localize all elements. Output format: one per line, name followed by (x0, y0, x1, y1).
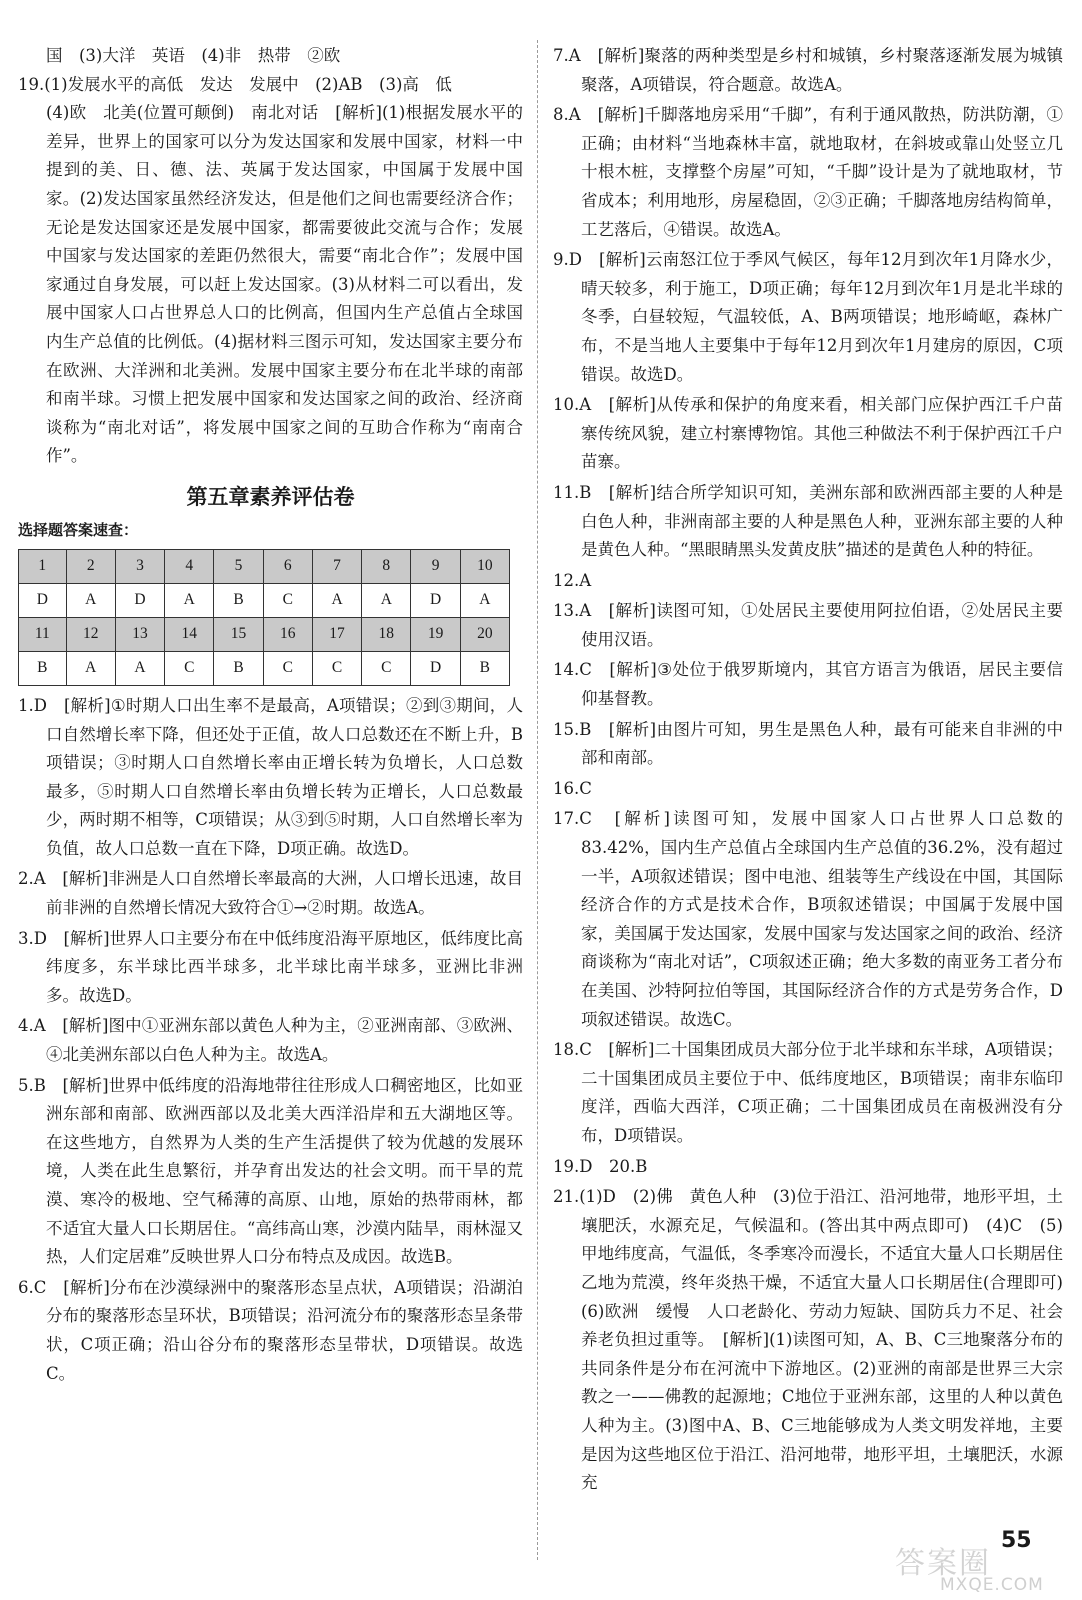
answer-cell: 20 (460, 617, 509, 651)
right-column (553, 42, 1080, 1500)
answer-item (553, 775, 1063, 804)
answer-cell: B (214, 583, 263, 617)
answer-text: C [解析]③处位于俄罗斯境内，其官方语言为俄语，居民主要信仰基督教。 (579, 660, 1063, 709)
question-number: 10. (553, 395, 580, 415)
question-number: 1. (18, 695, 34, 715)
answer-text: A [解析]聚落的两种类型是乡村和城镇，乡村聚落逐渐发展为城镇聚落，A项错误，符合题意。故选A。 (568, 46, 1063, 94)
question-number: 12. (553, 570, 580, 590)
answer-text: B [解析]世界中低纬度的沿海地带往往形成人口稠密地区，比如亚洲东部和南部、欧洲西部以及北美大西洋沿岸和五大湖地区等。在这些地方，自然界为人类的生产生活提供了较为优越的发展环境，人类在此生息繁衍，并孕育出发达的社会文明。而干旱的荒漠、寒冷的极地、空气稀薄的高原、山地，原始的热带雨林，都不适宜大量人口长期居住。“高纬高山寒，沙漠内陆旱，雨林湿又热，人们定居难”反映世界人口分布特点及成因。故选B。 (33, 1075, 523, 1267)
answer-cell: 13 (115, 617, 164, 651)
answer-table-answer-row (19, 583, 510, 617)
answer-cell: 12 (66, 617, 115, 651)
answer-item (18, 1274, 523, 1388)
question-number: 6. (18, 1277, 34, 1297)
answer-item (553, 391, 1063, 477)
answer-cell: 15 (214, 617, 263, 651)
answer-text: D [解析]世界人口主要分布在中低纬度沿海平原地区，低纬度比高纬度多，东半球比西半球多，北半球比南半球多，亚洲比非洲多。故选D。 (33, 928, 523, 1005)
answer-cell: 9 (411, 549, 460, 583)
question-number: 21. (553, 1187, 580, 1207)
answer-item (553, 246, 1063, 389)
answer-cell: D (411, 583, 460, 617)
question-number: 17. (553, 809, 580, 829)
watermark-logo: 答案圈 (895, 1546, 991, 1581)
answer-cell: A (66, 583, 115, 617)
question-19-line1: (1)发展水平的高低 发达 发展中 (2)AB (3)高 低 (44, 74, 452, 94)
answer-item (553, 479, 1063, 565)
top-line: 国 (3)大洋 英语 (4)非 热带 ②欧 (46, 46, 341, 65)
answer-cell: A (115, 651, 164, 685)
answer-item (553, 1183, 1080, 1498)
answer-text: C [解析]读图可知，发展中国家人口占世界人口总数的83.42%，国内生产总值占全球国内生产总值的36.2%，没有超过一半，A项叙述错误；图中电池、组装等生产线设在中国，其国际经济合作的方式是技术合作，B项叙述错误；中国属于发展中国家，美国属于发达国家，发展中国家与发达国家之间的政治、经济商谈称为“南北对话”，C项叙述正确；绝大多数的南亚务工者分布在美国、沙特阿拉伯等国，其国际经济合作的方式是劳务合作，D项叙述错误。故选C。 (579, 809, 1063, 1029)
answer-item (553, 101, 1063, 244)
answer-cell: D (115, 583, 164, 617)
answer-item (553, 42, 1063, 99)
answer-text: A [解析]千脚落地房采用“千脚”，有利于通风散热，防洪防潮，①正确；由材料“当地森林丰富，就地取材，在斜坡或靠山处竖立几十根木桩，支撑整个房屋”可知，“千脚”设计是为了就地取材，节省成本；利用地形，房屋稳固，②③正确；千脚落地房结构简单，工艺落后，④错误。故选A。 (568, 105, 1063, 239)
answer-cell: C (362, 651, 411, 685)
answer-table (18, 549, 510, 686)
question-number: 15. (553, 719, 580, 739)
left-column (18, 42, 523, 1390)
answer-item (18, 865, 523, 922)
answer-text: C [解析]分布在沙漠绿洲中的聚落形态呈点状，A项错误；沿湖泊分布的聚落形态呈环状，B项错误；沿河流分布的聚落形态呈条带状，C项正确；沿山谷分布的聚落形态呈带状，D项错误。故选C。 (33, 1277, 523, 1383)
right-answer-list (553, 42, 1080, 1498)
answer-cell: A (165, 583, 214, 617)
answer-text: D [解析]①时期人口出生率不是最高，A项错误；②到③期间，人口自然增长率下降，但还处于正值，故人口总数还在不断上升，B项错误；③时期人口自然增长率由正增长转为负增长，人口总数最多，⑤时期人口自然增长率由负增长转为正增长，人口总数最少，两时期不相等，C项错误；从③到⑤时期，人口自然增长率为负值，故人口总数一直在下降，D项正确。故选D。 (33, 695, 523, 858)
answer-cell: 1 (19, 549, 67, 583)
question-number: 18. (553, 1040, 580, 1060)
answer-item (553, 597, 1063, 654)
answer-text: C (579, 778, 592, 798)
question-number: 13. (553, 601, 580, 621)
answer-cell: 2 (66, 549, 115, 583)
question-number: 14. (553, 660, 580, 680)
answer-cell: A (66, 651, 115, 685)
answer-item (553, 1036, 1063, 1150)
question-number: 7. (553, 46, 569, 65)
question-number: 19. (553, 1156, 580, 1176)
answer-cell: 8 (362, 549, 411, 583)
answer-item (553, 567, 1063, 596)
answer-item (553, 805, 1063, 1034)
answer-item (553, 656, 1063, 713)
answer-cell: 18 (362, 617, 411, 651)
question-19-body: (4)欧 北美(位置可颠倒) 南北对话 [解析](1)根据发展水平的差异，世界上的国家可以分为发达国家和发展中国家，材料一中提到的美、日、德、法、英属于发达国家，中国属于发展中国家。(2)发达国家虽然经济发达，但是他们之间也需要经济合作；无论是发达国家还是发展中国家，都需要彼此交流与合作；发展中国家与发达国家的差距仍然很大，需要“南北合作”；发展中国家通过自身发展，可以赶上发达国家。(3)从材料二可以看出，发展中国家人口占世界总人口的比例高，但国内生产总值占全球国内生产总值的比例低。(4)据材料三图示可知，发达国家主要分布在欧洲、大洋洲和北美洲。发展中国家主要分布在北半球的南部和南半球。习惯上把发展中国家和发达国家之间的政治、经济商谈称为“南北对话”，将发展中国家之间的互助合作称为“南南合作”。 (46, 103, 523, 466)
answer-item (18, 1012, 523, 1069)
answer-text: (1)D (2)佛 黄色人种 (3)位于沿江、沿河地带，地形平坦，土壤肥沃，水源充足，气候温和。(答出其中两点即可) (4)C (5)甲地纬度高，气温低，冬季寒冷而漫长，不适宜大量人口长期居住 乙地为荒漠，终年炎热干燥，不适宜大量人口长期居住(合理即可) (6)欧洲 缓慢 人口老龄化、劳动力短缺、国防兵力不足、社会养老负担过重等。 [解析](1)读图可知，A、B、C三地聚落分布的共同条件是分布在河流中下游地区。(2)亚洲的南部是世界三大宗教之一——佛教的起源地；C地位于亚洲东部，这里的人种以黄色人种为主。(3)图中A、B、C三地能够成为人类文明发祥地，主要是因为这些地区位于沿江、沿河地带，地形平坦，土壤肥沃，水源充 (579, 1187, 1080, 1493)
answer-item (553, 716, 1063, 773)
question-number: 11. (553, 482, 580, 502)
answer-text: B [解析]结合所学知识可知，美洲东部和欧洲西部主要的人种是白色人种，非洲南部主要的人种是黑色人种，亚洲东部主要的人种是黄色人种。“黑眼睛黑头发黄皮肤”描述的是黄色人种的特征。 (579, 482, 1063, 560)
answer-table-number-row (19, 617, 510, 651)
answer-cell: 19 (411, 617, 460, 651)
question-number: 16. (553, 778, 580, 798)
question-number: 3. (18, 928, 34, 948)
answer-cell: 6 (263, 549, 312, 583)
answer-cell: B (19, 651, 67, 685)
answer-cell: 5 (214, 549, 263, 583)
answer-cell: D (411, 651, 460, 685)
page-number: 55 (1001, 1528, 1032, 1553)
answer-item (18, 1072, 523, 1272)
answer-cell: A (312, 583, 361, 617)
answer-text: A [解析]非洲是人口自然增长率最高的大洲，人口增长迅速，故目前非洲的自然增长情况大致符合①→②时期。故选A。 (33, 869, 523, 918)
question-19 (18, 71, 523, 471)
answer-cell: 3 (115, 549, 164, 583)
answer-cell: D (19, 583, 67, 617)
answer-text: D 20.B (579, 1156, 648, 1176)
answer-cell: 7 (312, 549, 361, 583)
question-number: 4. (18, 1016, 34, 1036)
answer-table-number-row (19, 549, 510, 583)
answer-table-answer-row (19, 651, 510, 685)
question-number: 19. (18, 74, 45, 94)
question-number: 9. (553, 250, 569, 270)
question-number: 5. (18, 1075, 34, 1095)
answer-text: D [解析]云南怒江位于季风气候区，每年12月到次年1月降水少，晴天较多，利于施工，D项正确；每年12月到次年1月是北半球的冬季，白昼较短，气温较低，A、B两项错误；地形崎岖，森林广布，不是当地人主要集中于每年12月到次年1月建房的原因，C项错误。故选D。 (568, 250, 1063, 384)
answer-cell: C (263, 583, 312, 617)
answer-cell: A (362, 583, 411, 617)
answer-text: A [解析]读图可知，①处居民主要使用阿拉伯语，②处居民主要使用汉语。 (579, 601, 1063, 649)
answer-cell: 10 (460, 549, 509, 583)
answer-text: A [解析]图中①亚洲东部以黄色人种为主，②亚洲南部、③欧洲、④北美洲东部以白色人种为主。故选A。 (33, 1016, 523, 1065)
answer-text: B [解析]由图片可知，男生是黑色人种，最有可能来自非洲的中部和南部。 (579, 719, 1063, 768)
answer-item (18, 925, 523, 1011)
left-answer-list (18, 692, 523, 1388)
answer-cell: A (460, 583, 509, 617)
answer-cell: 11 (19, 617, 67, 651)
quick-answer-label: 选择题答案速查： (18, 520, 139, 539)
answer-cell: 16 (263, 617, 312, 651)
answer-cell: C (263, 651, 312, 685)
answer-cell: B (460, 651, 509, 685)
answer-cell: 17 (312, 617, 361, 651)
column-divider (537, 40, 538, 1560)
question-number: 2. (18, 869, 34, 889)
answer-cell: C (165, 651, 214, 685)
answer-text: A [解析]从传承和保护的角度来看，相关部门应保护西江千户苗寨传统风貌，建立村寨博物馆。其他三种做法不利于保护西江千户苗寨。 (579, 395, 1063, 472)
answer-item (18, 692, 523, 864)
question-number: 8. (553, 105, 569, 125)
chapter-title: 第五章素养评估卷 (186, 484, 355, 509)
answer-cell: 4 (165, 549, 214, 583)
answer-text: A (579, 570, 592, 590)
watermark-url: MXQE.COM (940, 1575, 1044, 1595)
answer-cell: 14 (165, 617, 214, 651)
answer-cell: C (312, 651, 361, 685)
answer-text: C [解析]二十国集团成员大部分位于北半球和东半球，A项错误；二十国集团成员主要位于中、低纬度地区，B项错误；南非东临印度洋，西临大西洋，C项正确；二十国集团成员在南极洲没有分布，D项错误。 (579, 1040, 1063, 1145)
answer-cell: B (214, 651, 263, 685)
answer-item (553, 1153, 1063, 1182)
